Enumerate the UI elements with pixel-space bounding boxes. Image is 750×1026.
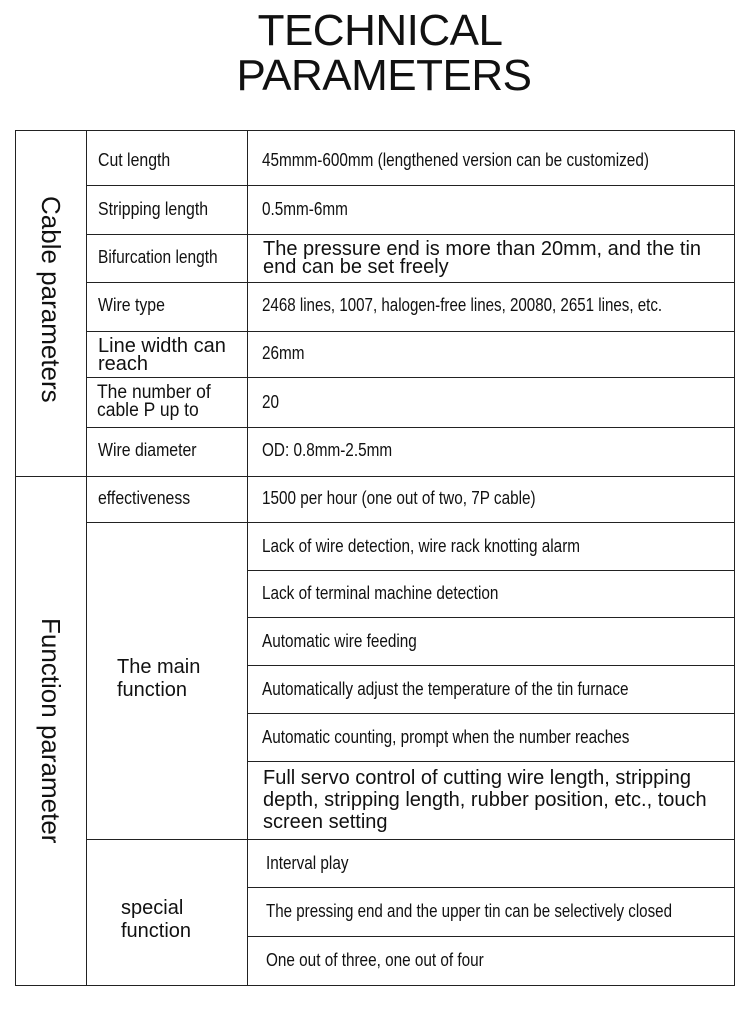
main-function-item: Lack of wire detection, wire rack knotting alarm <box>262 536 581 556</box>
special-function-item: Interval play <box>266 853 349 873</box>
row-divider <box>247 665 735 666</box>
row-value: OD: 0.8mm-2.5mm <box>262 440 393 460</box>
row-value: 20 <box>262 392 280 412</box>
row-divider <box>247 713 735 714</box>
row-divider <box>247 887 735 888</box>
row-label: Bifurcation length <box>98 247 218 267</box>
row-label: effectiveness <box>98 488 191 508</box>
main-function-item: Automatically adjust the temperature of the tin furnace <box>262 679 629 699</box>
title-line-1: TECHNICAL <box>257 6 503 55</box>
title-line-2: PARAMETERS <box>236 51 532 100</box>
row-divider <box>86 282 735 283</box>
special-function-label: special function <box>121 897 192 942</box>
row-divider <box>247 617 735 618</box>
row-value: 26mm <box>262 343 305 363</box>
row-divider <box>247 761 735 762</box>
special-function-item: The pressing end and the upper tin can be selectively closed <box>266 901 672 921</box>
cable-parameters-heading: Cable parameters <box>36 196 66 403</box>
row-label: Cut length <box>98 150 171 170</box>
table-left-border <box>15 130 16 986</box>
row-value: The pressure end is more than 20mm, and the tin end can be set freely <box>263 238 702 278</box>
main-function-label: The main function <box>117 656 201 701</box>
row-divider <box>86 185 735 186</box>
row-divider <box>86 839 735 840</box>
function-parameter-heading: Function parameter <box>36 618 66 844</box>
row-divider <box>86 427 735 428</box>
row-divider <box>86 331 735 332</box>
row-divider <box>247 570 735 571</box>
row-value: 2468 lines, 1007, halogen-free lines, 20080, 2651 lines, etc. <box>262 295 663 315</box>
row-divider <box>86 522 735 523</box>
row-label: Stripping length <box>98 199 209 219</box>
page-title <box>0 8 750 98</box>
row-divider <box>86 234 735 235</box>
special-function-item: One out of three, one out of four <box>266 950 484 970</box>
row-value: 45mmm-600mm (lengthened version can be customized) <box>262 150 649 170</box>
row-label: Line width can reach <box>98 335 226 375</box>
table-bottom-border <box>15 985 735 986</box>
table-right-border <box>734 130 735 986</box>
row-label: Wire diameter <box>98 440 197 460</box>
main-function-item: Automatic wire feeding <box>262 631 417 651</box>
row-label: Wire type <box>98 295 165 315</box>
column-divider-1 <box>86 130 87 986</box>
row-value: 1500 per hour (one out of two, 7P cable) <box>262 488 536 508</box>
column-divider-2 <box>247 130 248 986</box>
row-divider <box>247 936 735 937</box>
main-function-item: Full servo control of cutting wire length, stripping depth, stripping length, rubber position, etc., touch screen setting <box>263 767 707 833</box>
row-label: The number of cable P up to <box>97 382 211 421</box>
main-function-item: Automatic counting, prompt when the number reaches <box>262 727 630 747</box>
row-value: 0.5mm-6mm <box>262 199 348 219</box>
table-top-border <box>15 130 735 131</box>
section-divider <box>15 476 735 477</box>
main-function-item: Lack of terminal machine detection <box>262 583 499 603</box>
row-divider <box>86 377 735 378</box>
